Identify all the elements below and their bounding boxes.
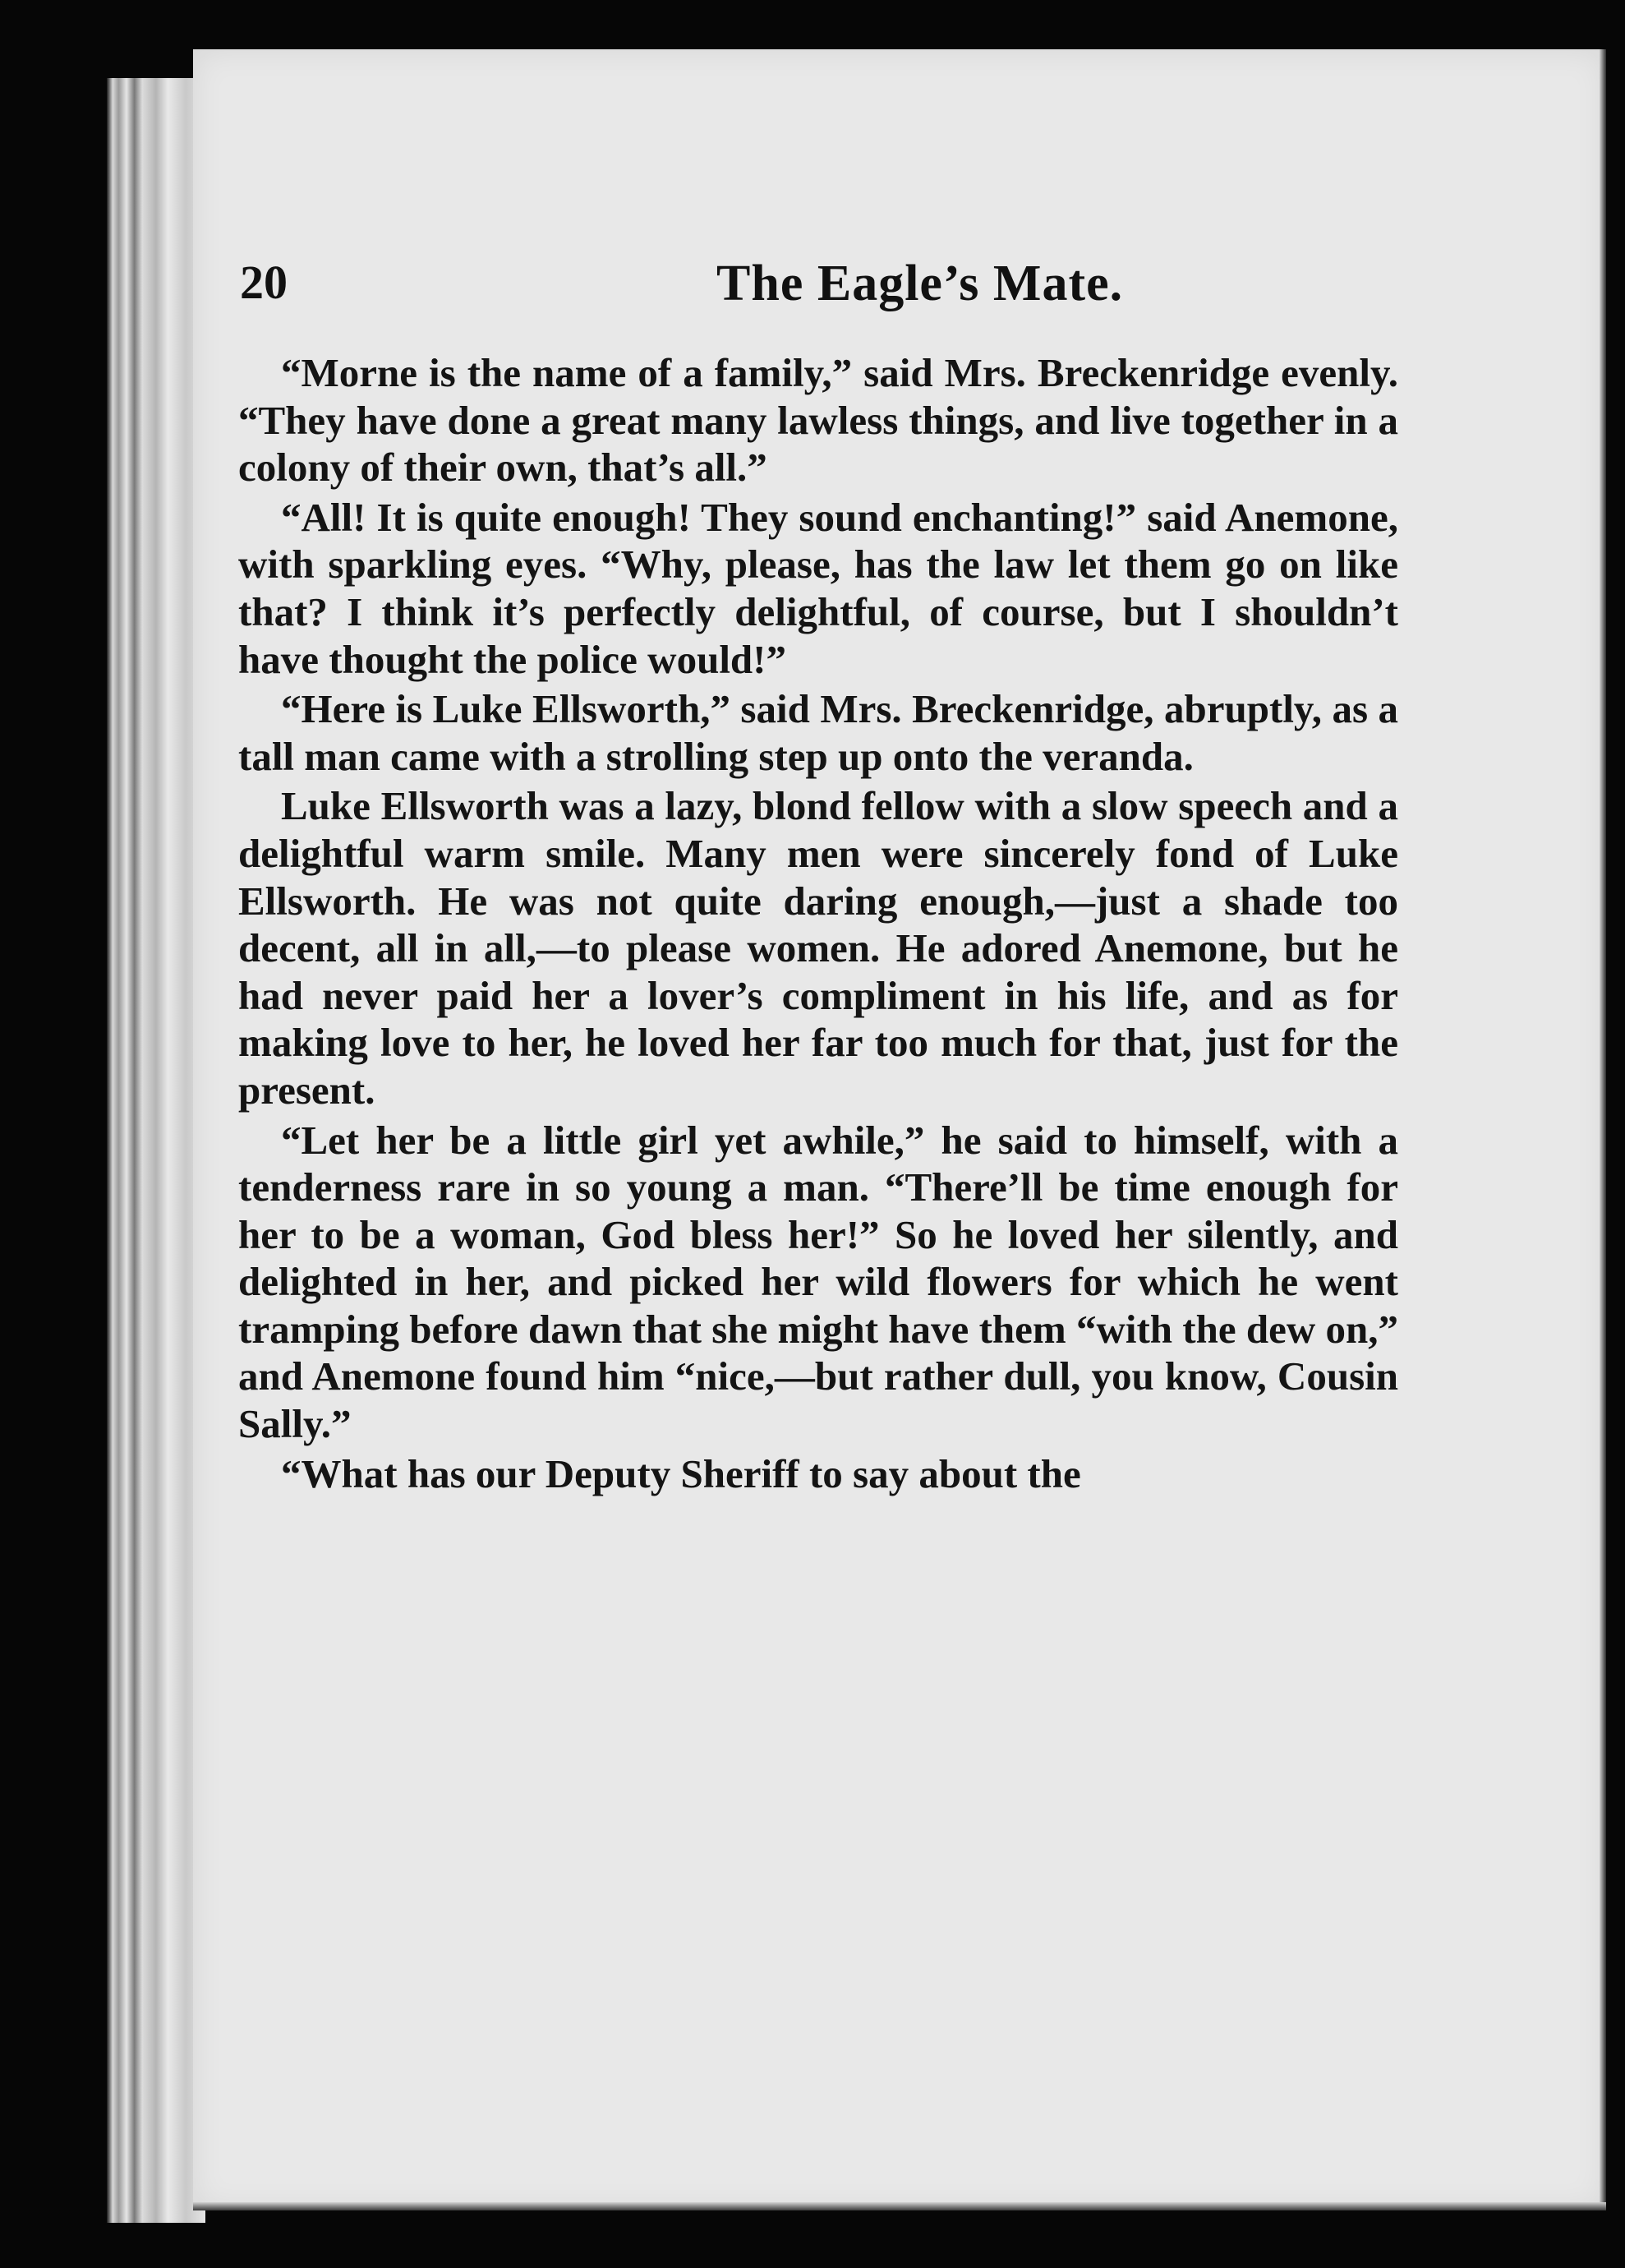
page-right-edge <box>1600 49 1606 2210</box>
running-title: The Eagle’s Mate. <box>716 256 1124 311</box>
paragraph: “Morne is the name of a family,” said Mrs. Breckenridge evenly. “They have done a great many lawless things, and live together in a colony of their own, that’s all.” <box>238 350 1398 491</box>
paragraph: “Here is Luke Ellsworth,” said Mrs. Breckenridge, abruptly, as a tall man came with a strolling step up onto the veranda. <box>238 686 1398 779</box>
page-number: 20 <box>240 256 288 309</box>
paragraph: “All! It is quite enough! They sound enchanting!” said Anemone, with sparkling eyes. “Why, please, has the law let them go on like that? I think it’s perfectly delightful, of course, but I shouldn’t have thought the police would!” <box>238 494 1398 682</box>
paragraph: “What has our Deputy Sheriff to say about the <box>281 1450 1081 1496</box>
page-bottom-edge <box>193 2202 1606 2210</box>
body-text <box>238 349 1398 1500</box>
page-header <box>240 255 1390 320</box>
paragraph: Luke Ellsworth was a lazy, blond fellow with a slow speech and a delightful warm smile. Many men were sincerely fond of Luke Ellsworth. He was not quite daring enough,—just a shade too decent, all in all,—to please women. He adored Anemone, but he had never paid her a lover’s compliment in his life, and as for making love to her, he loved her far too much for that, just for the present. <box>238 783 1398 1113</box>
book-binding-edge <box>107 78 205 2223</box>
paragraph: “Let her be a little girl yet awhile,” he said to himself, with a tenderness rare in so young a man. “There’ll be time enough for her to be a woman, God bless her!” So he loved her silently, and delighted in her, and picked her wild flowers for which he went tramping before dawn that she might have them “with the dew on,” and Anemone found him “nice,—but rather dull, you know, Cousin Sally.” <box>238 1117 1398 1447</box>
